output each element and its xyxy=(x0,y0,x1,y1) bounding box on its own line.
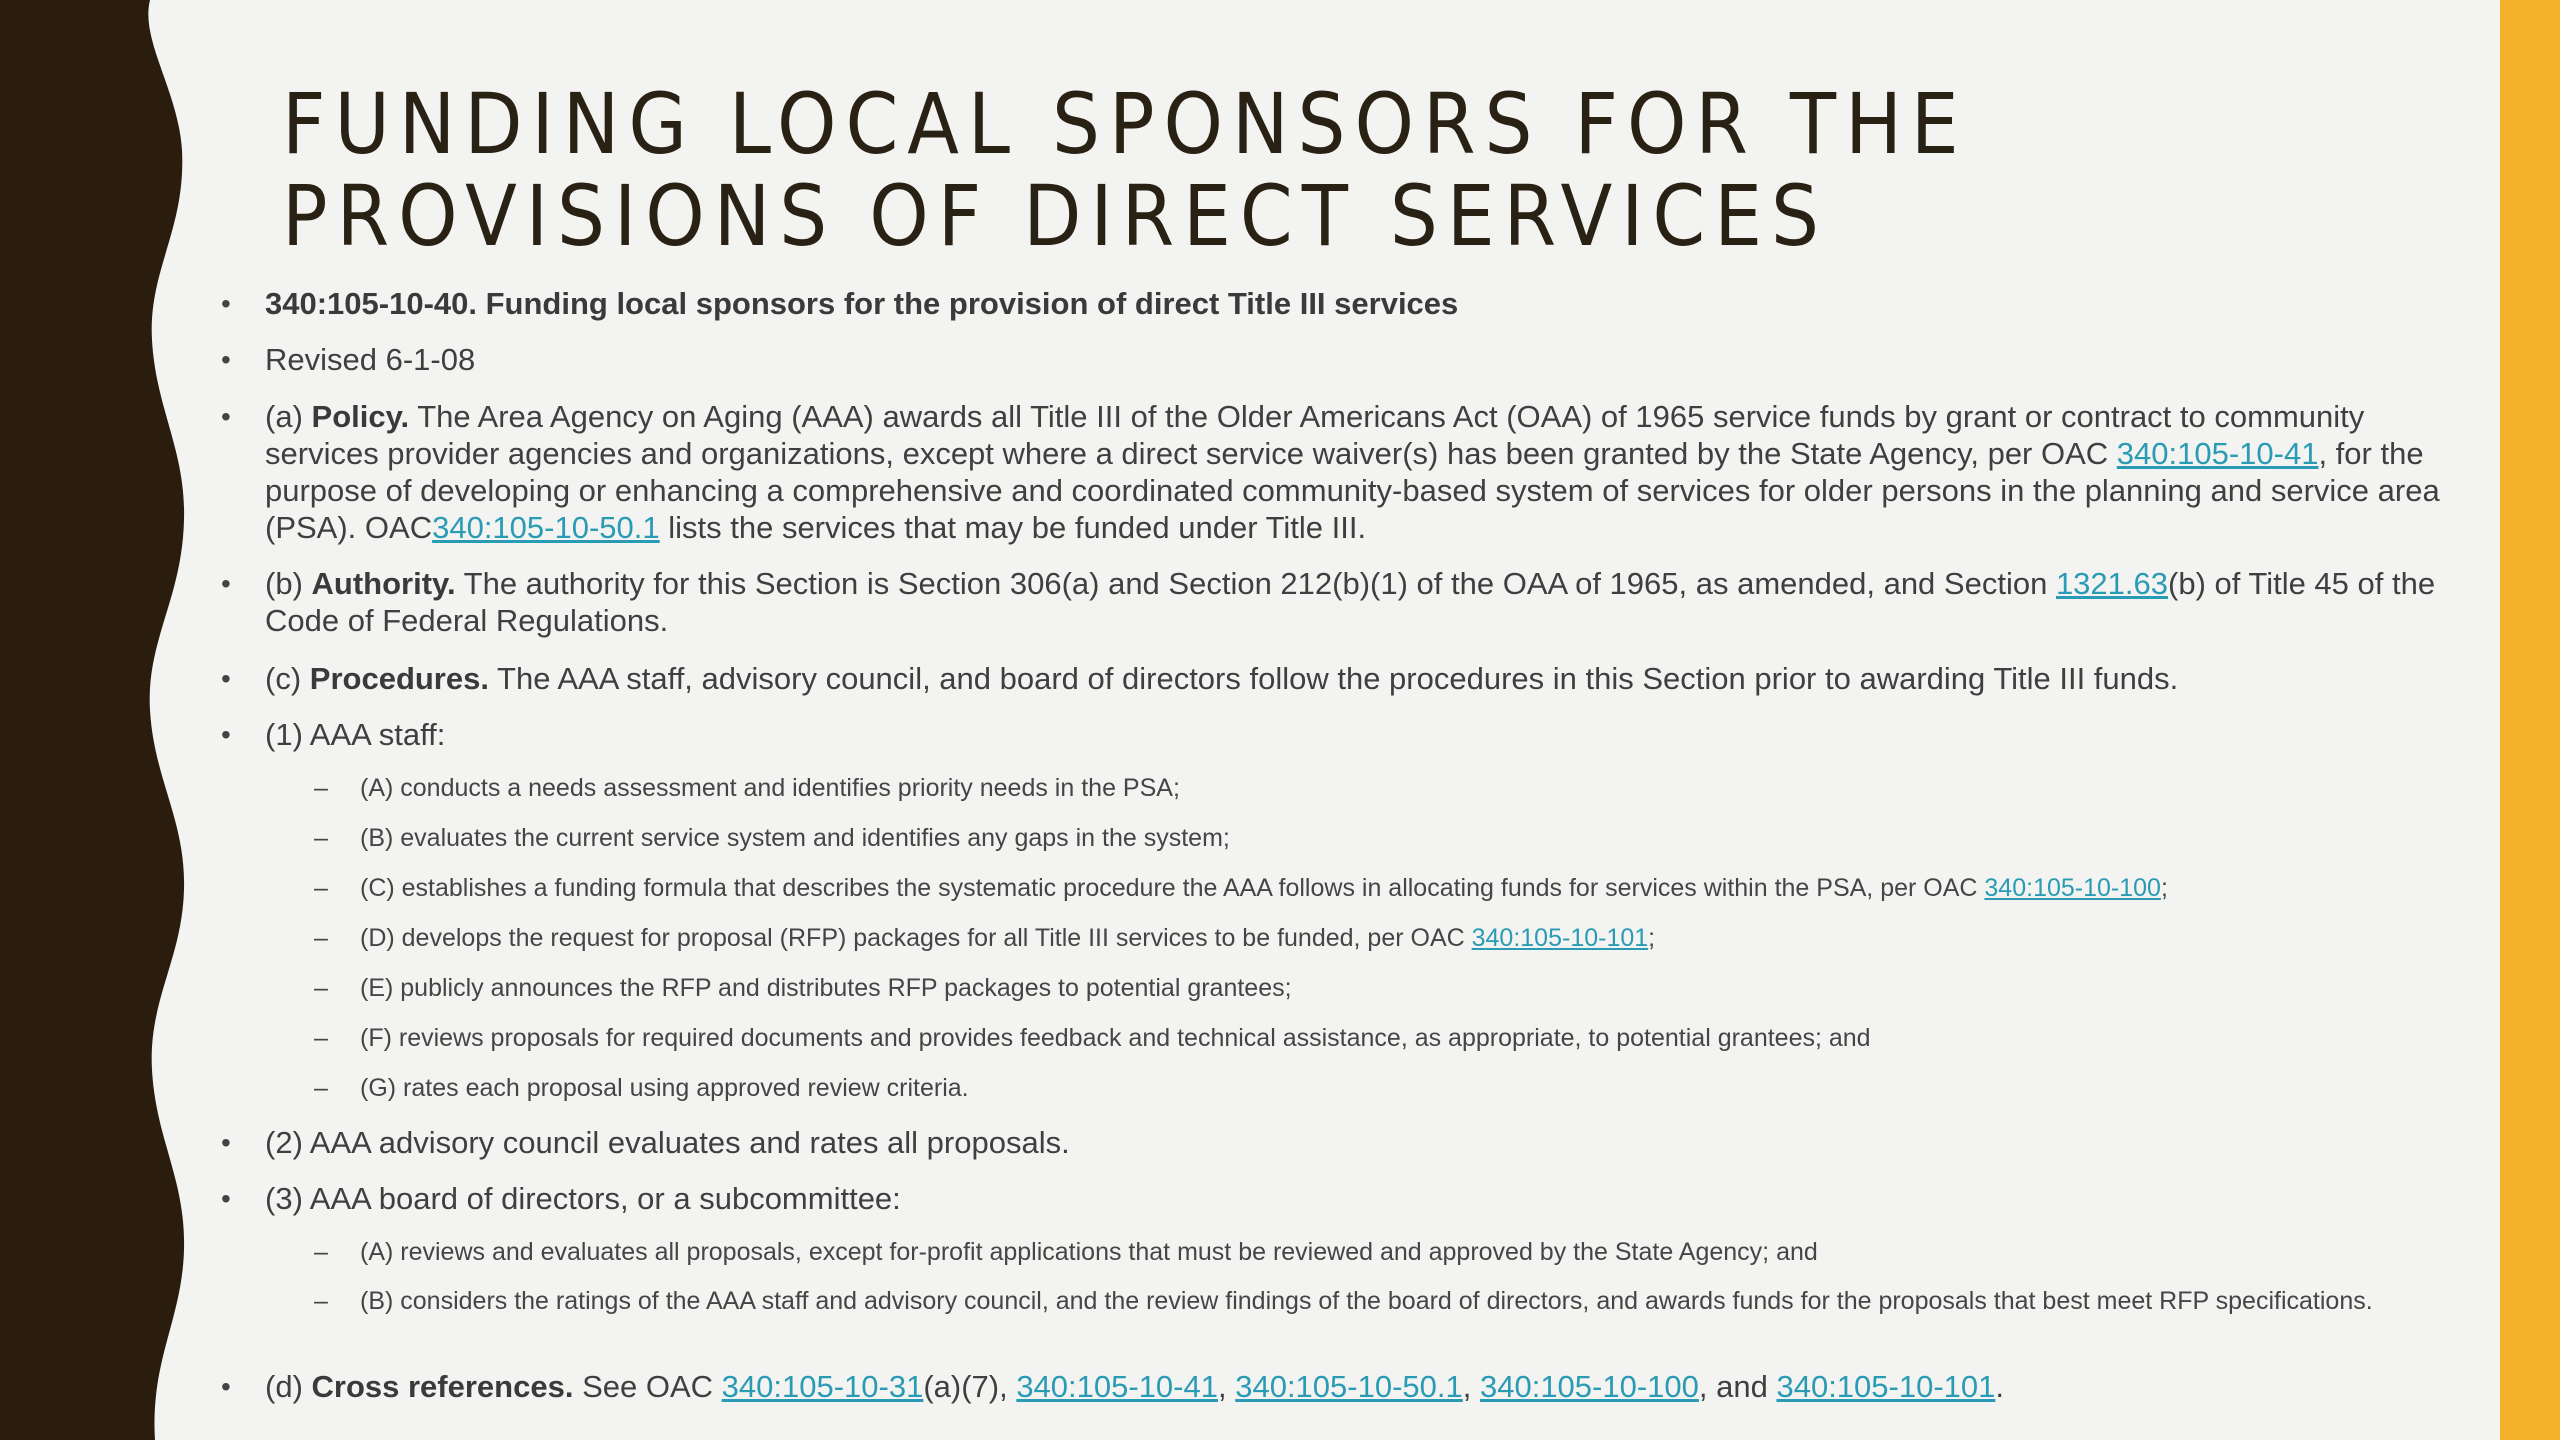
cross-ref-text-4: , xyxy=(1462,1369,1480,1404)
board-sub-item-b xyxy=(314,1286,2470,1316)
policy-text-2: , for the purpose of developing or enhancing a comprehensive and coordinated community-based system of services for older persons in the planning and service area (PSA). OAC xyxy=(265,436,2440,545)
dash-icon: – xyxy=(314,974,328,1002)
sub-item-d-end: ; xyxy=(1648,924,1656,952)
sub-item-f xyxy=(314,1022,2470,1054)
slide-title: FUNDING LOCAL SPONSORS FOR THE PROVISIONS OF DIRECT SERVICES xyxy=(282,75,1968,265)
cross-ref-text-5: , and xyxy=(1698,1369,1777,1404)
sub-item-d xyxy=(314,922,2470,954)
bullet-icon: • xyxy=(221,568,231,599)
cross-ref-link-340-105-10-31[interactable]: 340:105-10-31 xyxy=(721,1369,924,1404)
sub-item-c xyxy=(314,872,2470,904)
cross-ref-text-3: , xyxy=(1217,1369,1236,1404)
sub-item-e-text: (E) publicly announces the RFP and distributes RFP packages to potential grantees; xyxy=(360,974,1292,1002)
board-sub-item-a-text: (A) reviews and evaluates all proposals, except for-profit applications that must be reviewed and approved by the State Agency; and xyxy=(360,1238,1818,1266)
bullet-board-of-directors xyxy=(221,1180,2475,1217)
board-text: (3) AAA board of directors, or a subcommittee: xyxy=(265,1181,901,1216)
cross-ref-label: Cross references. xyxy=(311,1369,574,1404)
authority-label: Authority. xyxy=(311,566,456,601)
bullet-revised xyxy=(221,341,2475,378)
bullet-icon: • xyxy=(221,288,231,319)
procedures-text: The AAA staff, advisory council, and board of directors follow the procedures in this Section prior to awarding Title III funds. xyxy=(488,661,2179,696)
authority-text-2: (b) of Title 45 of the Code of Federal Regulations. xyxy=(265,566,2436,638)
policy-text-3: lists the services that may be funded under Title III. xyxy=(659,510,1367,545)
dash-icon: – xyxy=(314,824,328,852)
dash-icon: – xyxy=(314,1074,328,1102)
bullet-icon: • xyxy=(221,1127,231,1158)
bullet-procedures xyxy=(221,660,2475,697)
authority-prefix: (b) xyxy=(265,566,303,601)
advisory-council-text: (2) AAA advisory council evaluates and rates all proposals. xyxy=(265,1125,1070,1160)
sub-item-c-end: ; xyxy=(2160,874,2168,902)
policy-label: Policy. xyxy=(311,399,410,434)
dash-icon: – xyxy=(314,1024,328,1052)
bullet-policy xyxy=(221,398,2475,546)
sub-item-a xyxy=(314,772,2470,804)
sub-item-g-text: (G) rates each proposal using approved review criteria. xyxy=(360,1074,969,1102)
sub-item-g xyxy=(314,1072,2470,1104)
board-sub-item-b-text: (B) considers the ratings of the AAA staff and advisory council, and the review findings of the board of directors, and awards funds for the proposals that best meet RFP specifications. xyxy=(360,1287,2373,1315)
policy-link-340-105-10-50-1[interactable]: 340:105-10-50.1 xyxy=(432,510,660,545)
dash-icon: – xyxy=(314,1287,328,1315)
cross-ref-link-340-105-10-100[interactable]: 340:105-10-100 xyxy=(1479,1369,1699,1404)
bullet-advisory-council xyxy=(221,1124,2475,1161)
procedures-prefix: (c) xyxy=(265,661,302,696)
cross-ref-link-340-105-10-50-1[interactable]: 340:105-10-50.1 xyxy=(1235,1369,1463,1404)
sub-item-b xyxy=(314,822,2470,854)
section-heading-text: 340:105-10-40. Funding local sponsors for the provision of direct Title III services xyxy=(265,286,1459,321)
cross-ref-link-340-105-10-41[interactable]: 340:105-10-41 xyxy=(1016,1369,1218,1404)
authority-text-1: The authority for this Section is Section 306(a) and Section 212(b)(1) of the OAA of 1965, as amended, and Section xyxy=(455,566,2056,601)
cross-ref-text-6: . xyxy=(1995,1369,2005,1404)
sub-item-a-text: (A) conducts a needs assessment and identifies priority needs in the PSA; xyxy=(360,774,1180,802)
bullet-icon: • xyxy=(221,663,231,694)
link-340-105-10-100[interactable]: 340:105-10-100 xyxy=(1984,874,2161,902)
sub-item-e xyxy=(314,972,2470,1004)
cross-ref-link-340-105-10-101[interactable]: 340:105-10-101 xyxy=(1776,1369,1996,1404)
bullet-icon: • xyxy=(221,1371,231,1402)
bullet-icon: • xyxy=(221,719,231,750)
aaa-staff-text: (1) AAA staff: xyxy=(265,717,446,752)
dash-icon: – xyxy=(314,1238,328,1266)
bullet-aaa-staff xyxy=(221,716,2475,753)
bullet-icon: • xyxy=(221,401,231,432)
dash-icon: – xyxy=(314,774,328,802)
sub-item-d-text: (D) develops the request for proposal (RFP) packages for all Title III services to be funded, per OAC xyxy=(360,924,1472,952)
board-sub-item-a xyxy=(314,1236,2470,1268)
sub-item-c-text: (C) establishes a funding formula that describes the systematic procedure the AAA follows in allocating funds for services within the PSA, per OAC xyxy=(360,874,1985,902)
policy-text-1: The Area Agency on Aging (AAA) awards all Title III of the Older Americans Act (OAA) of 1965 service funds by grant or contract to community services provider agencies and organizations, except where a direct service waiver(s) has been granted by the State Agency, per OAC xyxy=(265,399,2365,471)
sub-item-b-text: (B) evaluates the current service system and identifies any gaps in the system; xyxy=(360,824,1230,852)
cross-ref-text-2: (a)(7), xyxy=(923,1369,1017,1404)
bullet-icon: • xyxy=(221,344,231,375)
procedures-label: Procedures. xyxy=(309,661,489,696)
cross-ref-prefix: (d) xyxy=(265,1369,303,1404)
sub-item-f-text: (F) reviews proposals for required documents and provides feedback and technical assistance, as appropriate, to potential grantees; and xyxy=(360,1024,1871,1052)
dash-icon: – xyxy=(314,924,328,952)
policy-link-340-105-10-41[interactable]: 340:105-10-41 xyxy=(2116,436,2319,471)
policy-prefix: (a) xyxy=(265,399,303,434)
bullet-icon: • xyxy=(221,1183,231,1214)
bullet-authority xyxy=(221,565,2475,639)
bullet-cross-references xyxy=(221,1368,2475,1405)
revised-text: Revised 6-1-08 xyxy=(265,342,476,377)
cross-ref-text-1: See OAC xyxy=(573,1369,722,1404)
link-340-105-10-101[interactable]: 340:105-10-101 xyxy=(1471,924,1649,952)
bullet-section-heading xyxy=(221,285,2475,322)
authority-link-1321-63[interactable]: 1321.63 xyxy=(2055,566,2168,601)
dash-icon: – xyxy=(314,874,328,902)
